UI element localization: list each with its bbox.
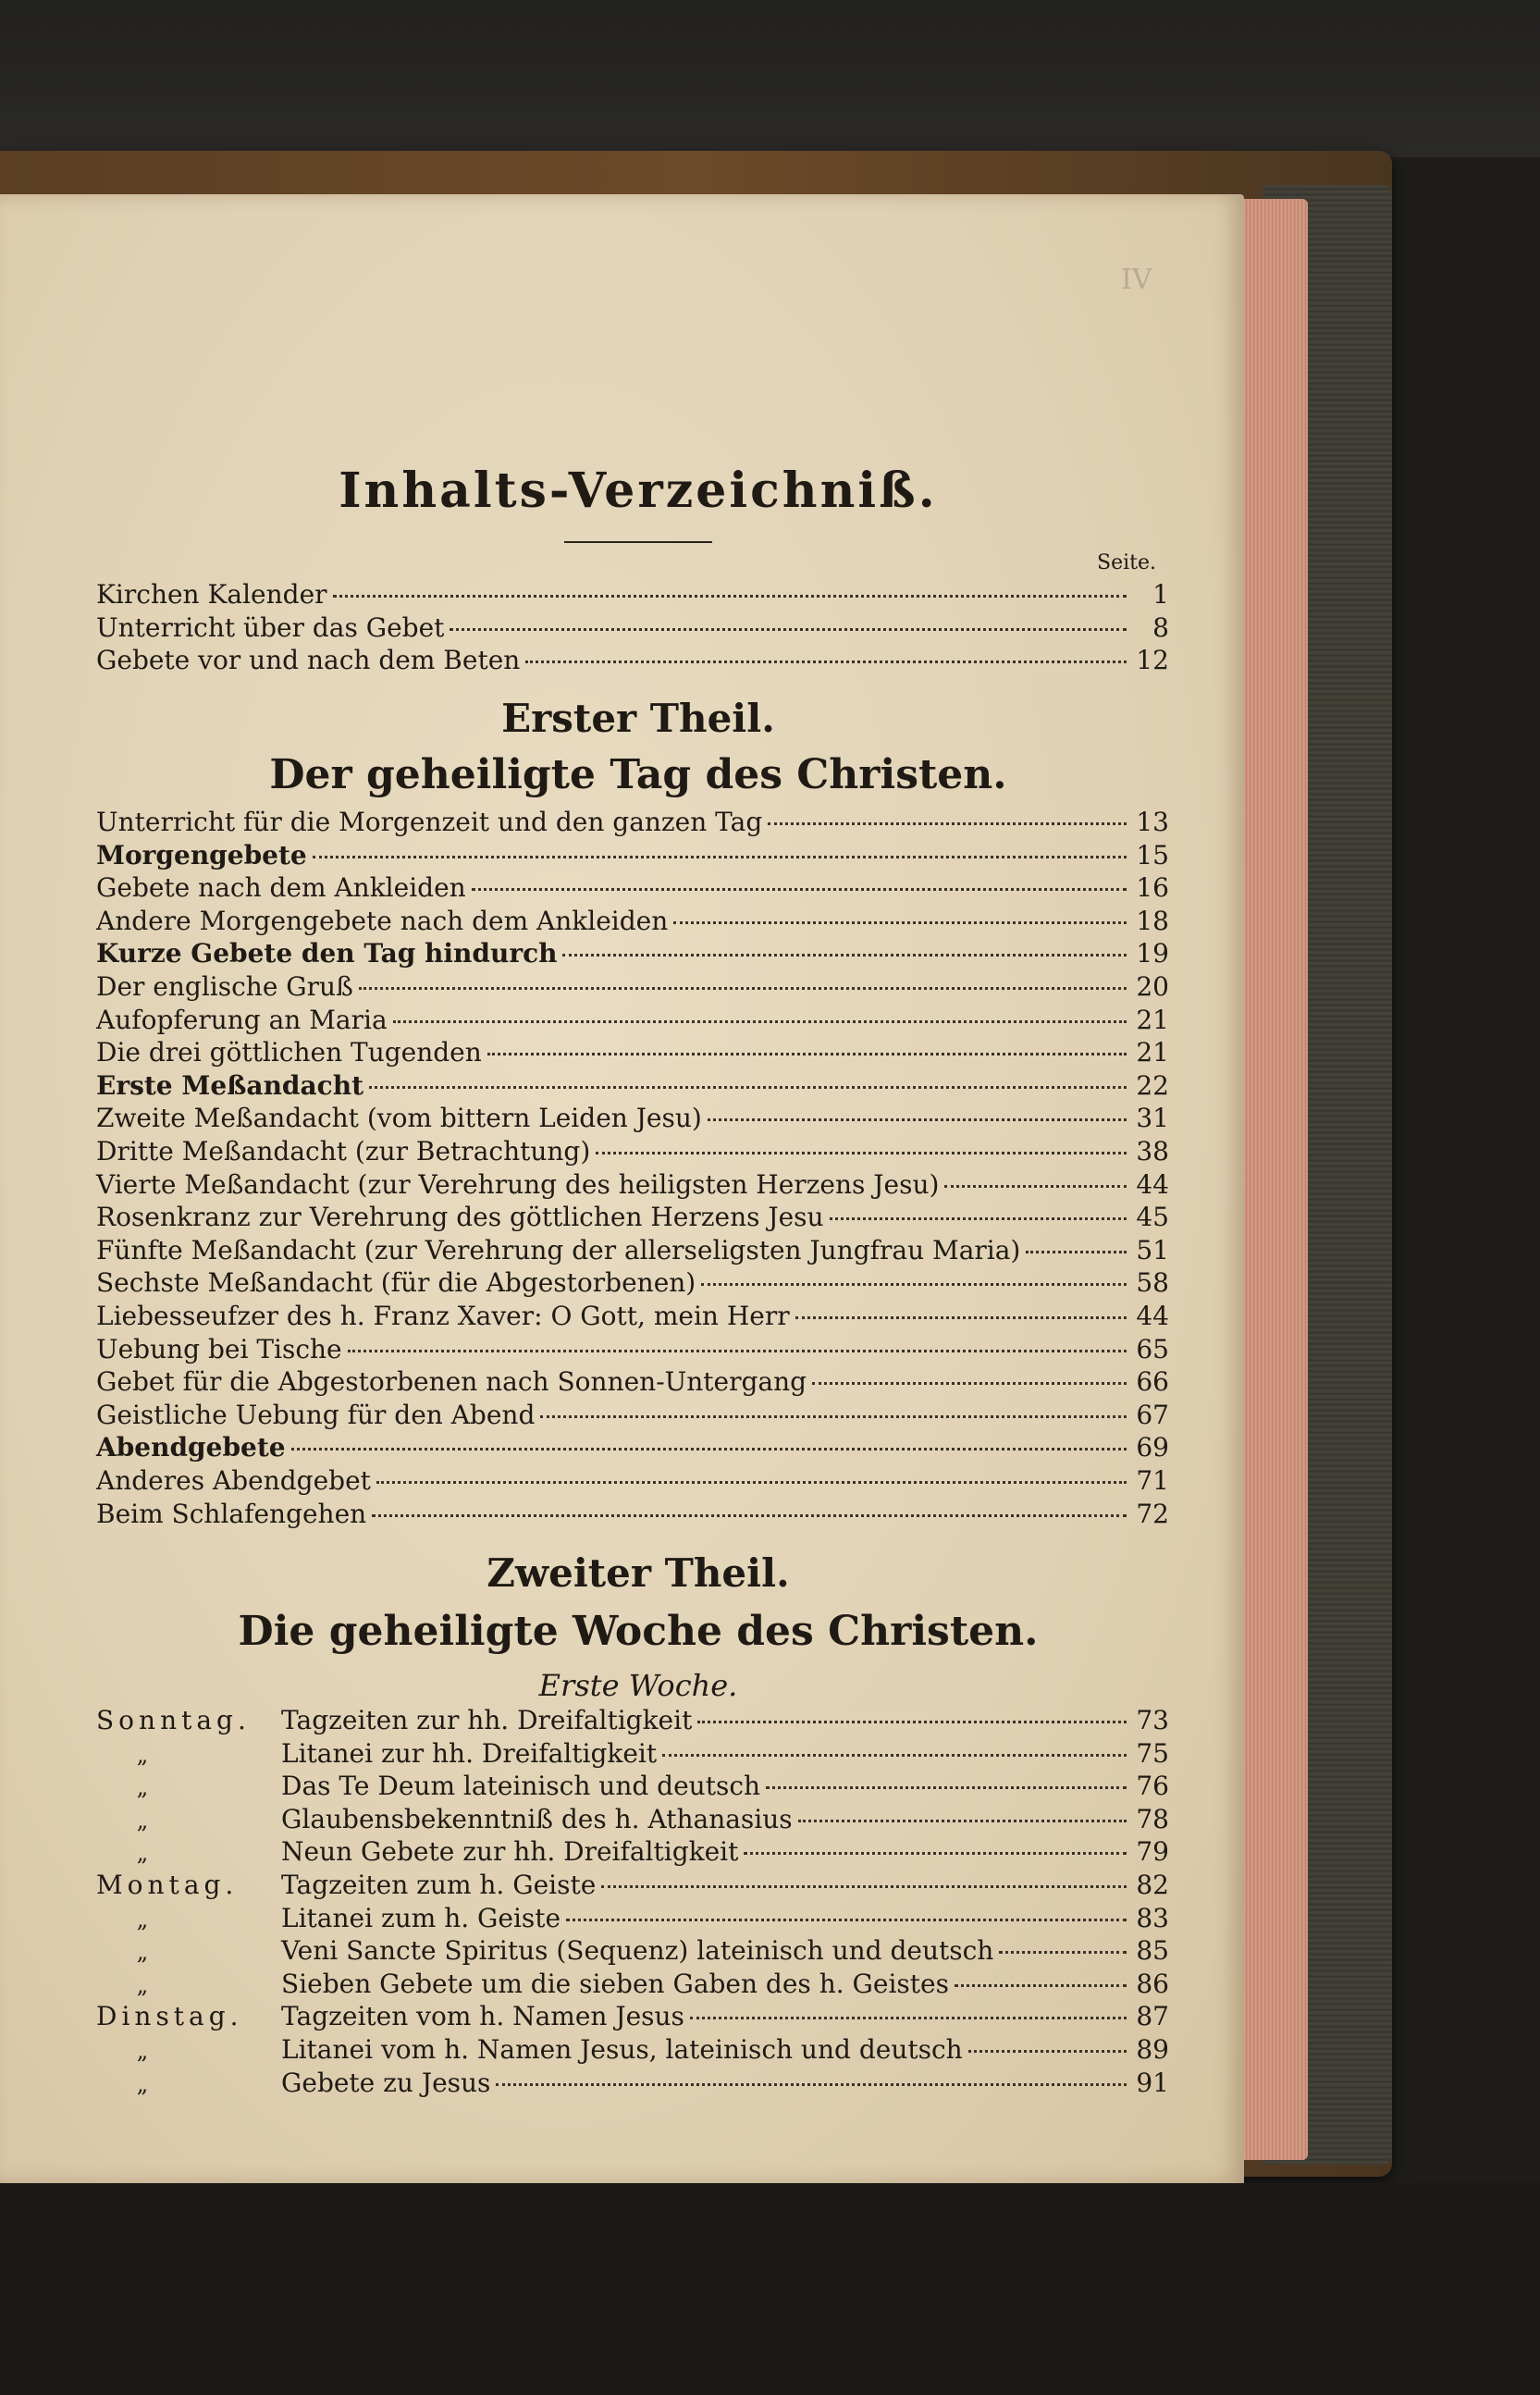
page-title: Inhalts-Verzeichniß. [339,463,938,519]
toc-entry-page: 72 [1136,1498,1169,1529]
dot-leader [944,1185,1127,1188]
toc-entry-title: Litanei vom h. Namen Jesus, lateinisch und deutsch [281,2034,963,2065]
dot-leader [701,1283,1127,1286]
dot-leader [376,1481,1127,1484]
toc-entry-title: Unterricht über das Gebet [96,611,445,643]
toc-entry [96,1903,1169,1934]
dot-leader [795,1316,1127,1319]
toc-entry-page: 45 [1136,1202,1169,1233]
dot-leader [359,987,1127,990]
toc-entry [96,1037,1169,1068]
toc-entry-title: Gebete nach dem Ankleiden [96,872,466,904]
dot-leader [291,1448,1127,1451]
toc-entry-page: 86 [1136,1968,1169,1999]
dot-leader [496,2083,1127,2086]
toc-entry-page: 20 [1136,971,1169,1002]
weekday-label: Dinstag. [96,2001,243,2032]
toc-entry-title: Anderes Abendgebet [96,1465,371,1496]
dot-leader [1026,1251,1127,1253]
toc-entry [96,1738,1169,1770]
toc-entry-title: Vierte Meßandacht (zur Verehrung des heiligsten Herzens Jesu) [96,1168,940,1200]
toc-entry-title: Gebete zu Jesus [281,2067,491,2098]
toc-entry-page: 83 [1136,1902,1169,1933]
dot-leader [313,856,1127,858]
toc-entry-page: 82 [1136,1870,1169,1900]
toc-entry-title: Veni Sancte Spiritus (Sequenz) lateinisch und deutsch [281,1935,994,1967]
ditto-mark: „ [136,1906,149,1932]
toc-entry-title: Das Te Deum lateinisch und deutsch [281,1771,761,1802]
toc-entry-title: Sechste Meßandacht (für die Abgestorbenen) [96,1267,696,1299]
toc-entry [96,2068,1169,2099]
ditto-mark: „ [136,1939,149,1966]
toc-entry-page: 18 [1136,905,1169,936]
dot-leader [744,1852,1127,1855]
toc-entry-page: 44 [1136,1301,1169,1331]
title-rule [564,541,712,543]
toc-entry [96,1935,1169,1967]
page-column-header: Seite. [1097,551,1156,574]
toc-entry [96,579,1169,611]
toc-entry-title: Tagzeiten vom h. Namen Jesus [281,2001,684,2032]
weekday-label: Montag. [96,1870,239,1900]
dot-leader [766,1786,1127,1789]
dot-leader [393,1020,1127,1023]
dot-leader [369,1086,1127,1089]
toc-entry-title: Rosenkranz zur Verehrung des göttlichen Herzens Jesu [96,1202,824,1233]
background-bottom [0,2183,1540,2395]
toc-entry [96,1169,1169,1201]
toc-entry-page: 73 [1136,1705,1169,1735]
week-heading: Erste Woche. [538,1668,738,1703]
toc-entry [96,1705,1169,1736]
toc-entry-title: Aufopferung an Maria [96,1004,388,1035]
toc-entry-title: Gebete vor und nach dem Beten [96,645,521,675]
toc-entry [96,1465,1169,1497]
toc-entry-page: 67 [1136,1399,1169,1430]
page-number: IV [1121,264,1152,296]
toc-entry-page: 79 [1136,1836,1169,1868]
dot-leader [999,1951,1127,1954]
toc-entry [96,938,1169,969]
toc-entry-title: Litanei zum h. Geiste [281,1902,561,1933]
dot-leader [708,1118,1127,1121]
ditto-mark: „ [136,1807,149,1833]
dot-leader [968,2050,1127,2053]
dot-leader [596,1152,1127,1154]
toc-entry [96,1202,1169,1233]
ditto-mark: „ [136,2070,149,2097]
ditto-mark: „ [136,1840,149,1867]
toc-entry-title: Tagzeiten zum h. Geiste [281,1870,597,1900]
toc-entry-page: 1 [1152,579,1169,610]
toc-entry-page: 76 [1136,1771,1169,1802]
toc-entry [96,1235,1169,1266]
toc-entry-title: Gebet für die Abgestorbenen nach Sonnen-Untergang [96,1366,807,1398]
toc-entry [96,1334,1169,1365]
toc-entry [96,1804,1169,1835]
toc-entry-page: 21 [1136,1037,1169,1068]
toc-entry-page: 12 [1136,645,1169,675]
weekday-label: Sonntag. [96,1705,251,1735]
toc-entry-page: 69 [1136,1432,1169,1463]
toc-entry [96,1400,1169,1431]
toc-entry [96,1870,1169,1901]
toc-entry-title: Kirchen Kalender [96,579,327,610]
dot-leader [601,1885,1127,1888]
toc-entry-page: 15 [1136,839,1169,870]
toc-entry-page: 21 [1136,1004,1169,1035]
toc-entry-title: Glaubensbekenntniß des h. Athanasius [281,1803,793,1834]
toc-entry-title: Kurze Gebete den Tag hindurch [96,938,558,969]
dot-leader [525,660,1127,663]
dot-leader [348,1350,1127,1352]
toc-entry [96,1267,1169,1299]
toc-entry [96,971,1169,1003]
toc-entry-page: 71 [1136,1465,1169,1496]
ditto-mark: „ [136,1774,149,1801]
dot-leader [472,888,1127,891]
toc-entry-page: 31 [1136,1103,1169,1134]
toc-entry-title: Beim Schlafengehen [96,1498,367,1529]
toc-entry-title: Liebesseufzer des h. Franz Xaver: O Gott, mein Herr [96,1301,790,1331]
toc-entry [96,1836,1169,1868]
ditto-mark: „ [136,1971,149,1998]
toc-entry-title: Neun Gebete zur hh. Dreifaltigkeit [281,1836,739,1868]
dot-leader [333,595,1127,598]
toc-entry-title: Fünfte Meßandacht (zur Verehrung der allerseligsten Jungfrau Maria) [96,1234,1021,1265]
toc-entry [96,612,1169,644]
toc-entry-title: Der englische Gruß [96,971,353,1002]
toc-entry [96,1969,1169,2000]
dot-leader [662,1754,1127,1757]
dot-leader [798,1820,1127,1822]
toc-entry-title: Erste Meßandacht [96,1069,363,1101]
toc-entry [96,807,1169,838]
toc-entry-title: Geistliche Uebung für den Abend [96,1399,536,1430]
toc-entry-page: 78 [1136,1803,1169,1834]
toc-entry-title: Dritte Meßandacht (zur Betrachtung) [96,1136,591,1167]
toc-entry-page: 13 [1136,807,1169,837]
toc-entry-page: 85 [1136,1935,1169,1967]
toc-entry-page: 51 [1136,1234,1169,1265]
toc-entry [96,1771,1169,1802]
part-two-heading: Zweiter Theil. [487,1550,790,1596]
toc-entry [96,1136,1169,1167]
toc-entry-title: Unterricht für die Morgenzeit und den ganzen Tag [96,807,763,837]
dot-leader [812,1382,1127,1385]
toc-entry-page: 38 [1136,1136,1169,1167]
toc-entry-page: 87 [1136,2001,1169,2032]
background-top [0,0,1540,157]
dot-leader [487,1053,1127,1056]
ditto-mark: „ [136,1741,149,1768]
toc-entry [96,872,1169,904]
toc-entry [96,1499,1169,1530]
toc-entry-page: 91 [1136,2067,1169,2098]
dot-leader [955,1984,1127,1987]
toc-entry-page: 44 [1136,1168,1169,1200]
toc-entry [96,1070,1169,1102]
dot-leader [768,822,1127,825]
toc-entry [96,1301,1169,1332]
toc-entry-page: 89 [1136,2034,1169,2065]
dot-leader [372,1514,1127,1517]
toc-entry [96,1005,1169,1036]
dot-leader [690,2017,1127,2019]
toc-entry [96,1432,1169,1463]
toc-entry [96,840,1169,871]
toc-entry [96,1366,1169,1398]
part-one-heading: Erster Theil. [501,696,775,741]
toc-entry-page: 65 [1136,1333,1169,1364]
toc-entry-page: 16 [1136,872,1169,904]
toc-entry-title: Litanei zur hh. Dreifaltigkeit [281,1737,658,1769]
toc-entry-page: 66 [1136,1366,1169,1398]
dot-leader [673,921,1127,924]
toc-entry-page: 8 [1152,611,1169,643]
toc-entry [96,2034,1169,2066]
toc-entry-title: Sieben Gebete um die sieben Gaben des h. Geistes [281,1968,949,1999]
part-one-subheading: Der geheiligte Tag des Christen. [269,751,1007,798]
dot-leader [830,1217,1127,1220]
toc-entry [96,1103,1169,1134]
dot-leader [697,1721,1127,1723]
part-two-subheading: Die geheiligte Woche des Christen. [238,1608,1039,1655]
toc-entry [96,2001,1169,2032]
dot-leader [540,1415,1127,1418]
toc-entry-page: 58 [1136,1267,1169,1299]
dot-leader [450,628,1127,631]
toc-entry-title: Zweite Meßandacht (vom bittern Leiden Jesu) [96,1103,702,1134]
toc-entry-page: 75 [1136,1737,1169,1769]
toc-entry-title: Tagzeiten zur hh. Dreifaltigkeit [281,1705,693,1735]
toc-entry-page: 22 [1136,1069,1169,1101]
toc-entry [96,906,1169,937]
toc-entry-title: Morgengebete [96,839,307,870]
dot-leader [562,954,1127,957]
ditto-mark: „ [136,2038,149,2064]
toc-entry-page: 19 [1136,938,1169,969]
toc-entry-title: Uebung bei Tische [96,1333,342,1364]
dot-leader [566,1919,1127,1921]
toc-entry-title: Die drei göttlichen Tugenden [96,1037,482,1068]
toc-entry-title: Andere Morgengebete nach dem Ankleiden [96,905,669,936]
toc-entry [96,645,1169,676]
toc-entry-title: Abendgebete [96,1432,286,1463]
